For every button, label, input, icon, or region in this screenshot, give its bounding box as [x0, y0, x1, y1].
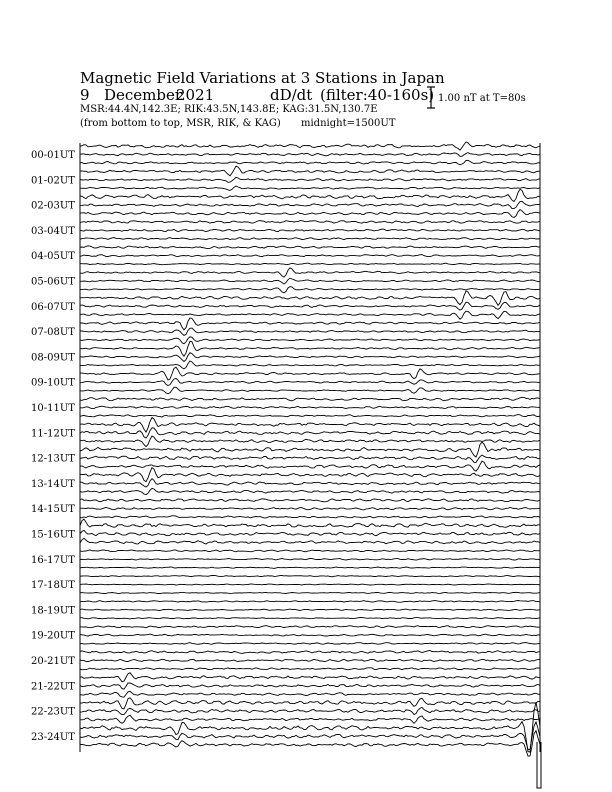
trace-kag-row [80, 418, 540, 433]
trace-rik-row [80, 508, 540, 510]
trace-kag-row [80, 142, 540, 150]
scale-bar-label: 1.00 nT at T=80s [438, 93, 526, 104]
trace-rik-row [80, 302, 540, 310]
trace-kag-row [80, 397, 540, 401]
trace-kag-row [80, 341, 540, 356]
chart-title: Magnetic Field Variations at 3 Stations in Japan [80, 69, 445, 87]
trace-rik-row [80, 634, 540, 636]
stations-line: MSR:44.4N,142.3E; RIK:43.5N,143.8E; KAG:31.5N,130.7E [80, 104, 378, 115]
row-label: 12-13UT [31, 453, 75, 465]
row-label: 07-08UT [31, 327, 75, 339]
trace-msr-row [80, 186, 540, 190]
trace-msr-row [80, 415, 540, 417]
row-label: 14-15UT [31, 504, 75, 516]
row-label: 18-19UT [31, 605, 75, 617]
trace-rik-row [80, 177, 540, 182]
trace-kag-row [80, 291, 540, 305]
quantity-label: dD/dt [270, 86, 313, 104]
row-label: 21-22UT [31, 681, 75, 693]
trace-msr-row [80, 715, 540, 723]
trace-rik-row [80, 378, 540, 385]
trace-msr-row [80, 160, 540, 165]
trace-msr-row [80, 592, 540, 593]
trace-msr-row [80, 567, 540, 568]
row-label: 02-03UT [31, 200, 75, 212]
trace-kag-row [80, 499, 540, 502]
trace-rik-row [80, 609, 540, 610]
trace-msr-row [80, 668, 540, 670]
trace-rik-row [80, 683, 540, 689]
trace-kag-row [80, 268, 540, 277]
row-label: 11-12UT [31, 428, 75, 440]
trace-rik-row [80, 153, 540, 157]
trace-msr-row [80, 516, 540, 518]
row-label: 00-01UT [31, 150, 75, 161]
trace-rik-row [80, 559, 540, 561]
trace-rik-row [80, 201, 540, 208]
filter-label: (filter:40-160s) [320, 86, 435, 104]
trace-kag-row [80, 651, 540, 654]
trace-msr-row [80, 263, 540, 265]
trace-msr-row [80, 461, 540, 471]
trace-kag-row [80, 575, 540, 576]
row-label: 10-11UT [31, 403, 75, 414]
trace-kag-row [80, 189, 540, 201]
trace-kag-row [80, 166, 540, 176]
trace-kag-row [80, 246, 540, 249]
trace-msr-row [80, 210, 540, 218]
trace-rik-row [80, 428, 540, 438]
trace-msr-row [80, 618, 540, 620]
trace-msr-row [80, 287, 540, 293]
trace-rik-row [80, 659, 540, 661]
trace-msr-row [80, 238, 540, 240]
order-note: (from bottom to top, MSR, RIK, & KAG) [80, 118, 281, 129]
trace-rik-row [80, 255, 540, 257]
trace-msr-row [80, 691, 540, 697]
trace-msr-row [80, 337, 540, 344]
row-label: 06-07UT [31, 301, 75, 313]
trace-msr-row [80, 488, 540, 494]
row-label: 16-17UT [31, 554, 75, 566]
trace-rik-row [80, 229, 540, 232]
trace-rik-row [80, 479, 540, 488]
trace-msr-row [80, 387, 540, 394]
row-label: 22-23UT [31, 706, 75, 718]
trace-kag-row [80, 626, 540, 628]
trace-rik-row [80, 353, 540, 362]
row-label: 17-18UT [31, 580, 75, 592]
trace-rik-row [80, 530, 540, 535]
row-label: 20-21UT [31, 656, 75, 667]
date-month: December [104, 86, 183, 104]
date-day: 9 [80, 86, 90, 104]
row-label: 15-16UT [31, 529, 75, 541]
trace-msr-row [80, 436, 540, 447]
trace-msr-row [80, 731, 540, 756]
trace-kag-row [80, 442, 540, 457]
row-label: 03-04UT [31, 225, 75, 237]
trace-rik-row [80, 707, 540, 714]
midnight-note: midnight=1500UT [301, 118, 396, 129]
trace-kag-row [80, 550, 540, 552]
trace-kag-row [80, 367, 540, 380]
trace-rik-row [80, 278, 540, 284]
row-label: 23-24UT [31, 731, 75, 743]
trace-kag-row [80, 468, 540, 482]
row-label: 04-05UT [31, 251, 75, 263]
trace-rik-row [80, 455, 540, 462]
trace-kag-row [80, 519, 540, 527]
trace-rik-row [80, 406, 540, 408]
trace-kag-row [80, 698, 540, 709]
row-label: 09-10UT [31, 377, 75, 389]
trace-rik-row [80, 328, 540, 335]
trace-kag-row [80, 221, 540, 224]
trace-msr-row [80, 311, 540, 319]
row-label: 05-06UT [31, 276, 75, 288]
row-label: 19-20UT [31, 630, 75, 642]
date-year: 2021 [176, 86, 215, 104]
trace-msr-row [80, 643, 540, 645]
trace-kag-row [80, 601, 540, 603]
row-label: 01-02UT [31, 175, 75, 187]
trace-msr-row [80, 538, 540, 544]
trace-kag-row [80, 318, 540, 330]
trace-rik-row [80, 584, 540, 585]
row-label: 13-14UT [31, 478, 75, 490]
trace-kag-row [80, 673, 540, 682]
trace-msr-row [80, 361, 540, 369]
row-label: 08-09UT [31, 352, 75, 364]
